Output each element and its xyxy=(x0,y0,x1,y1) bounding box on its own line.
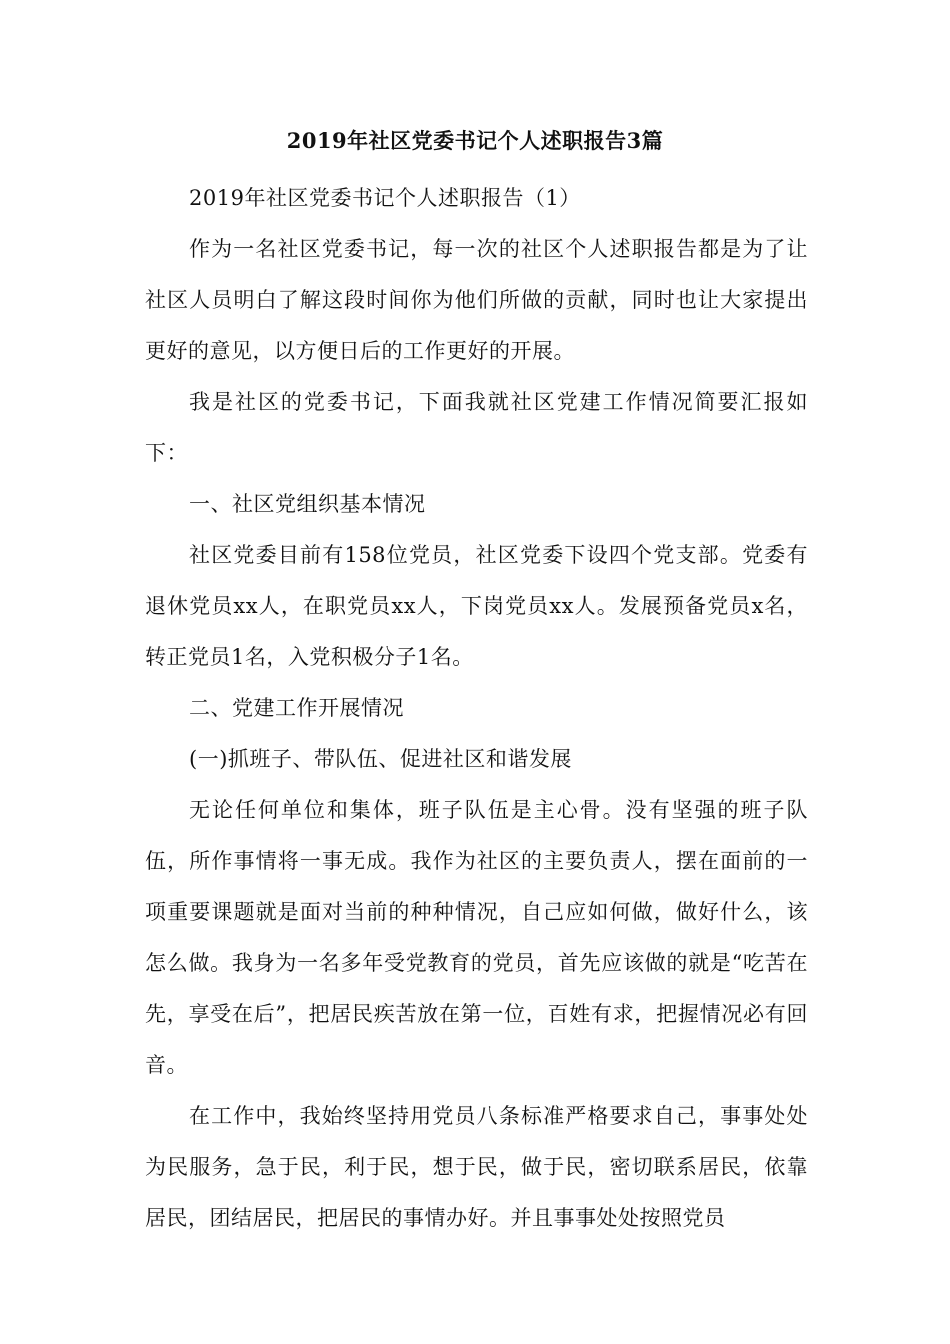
report-subtitle: 2019年社区党委书记个人述职报告（1） xyxy=(189,186,581,210)
section-heading-2: 二、党建工作开展情况 xyxy=(189,696,404,720)
paragraph-overview: 我是社区的党委书记，下面我就社区党建工作情况简要汇报如下： xyxy=(145,390,808,465)
paragraph-intro: 作为一名社区党委书记，每一次的社区个人述职报告都是为了让社区人员明白了解这段时间你为他们所做的贡献，同时也让大家提出更好的意见，以方便日后的工作更好的开展。 xyxy=(145,237,808,363)
section-heading-1: 一、社区党组织基本情况 xyxy=(189,492,426,516)
paragraph-work: 在工作中，我始终坚持用党员八条标准严格要求自己，事事处处为民服务，急于民，利于民，想于民，做于民，密切联系居民，依靠居民，团结居民，把居民的事情办好。并且事事处处按照党员 xyxy=(145,1104,808,1230)
paragraph-team: 无论任何单位和集体，班子队伍是主心骨。没有坚强的班子队伍，所作事情将一事无成。我作为社区的主要负责人，摆在面前的一项重要课题就是面对当前的种种情况，自己应如何做，做好什么，该怎么做。我身为一名多年受党教育的党员，首先应该做的就是“吃苦在先，享受在后”，把居民疾苦放在第一位，百姓有求，把握情况必有回音。 xyxy=(145,798,808,1077)
subsection-heading-1: (一)抓班子、带队伍、促进社区和谐发展 xyxy=(189,747,572,771)
document-body xyxy=(145,173,808,1244)
document-title: 2019年社区党委书记个人述职报告3篇 xyxy=(286,128,664,153)
paragraph-members: 社区党委目前有158位党员，社区党委下设四个党支部。党委有退休党员xx人，在职党员xx人，下岗党员xx人。发展预备党员x名，转正党员1名，入党积极分子1名。 xyxy=(145,543,808,669)
